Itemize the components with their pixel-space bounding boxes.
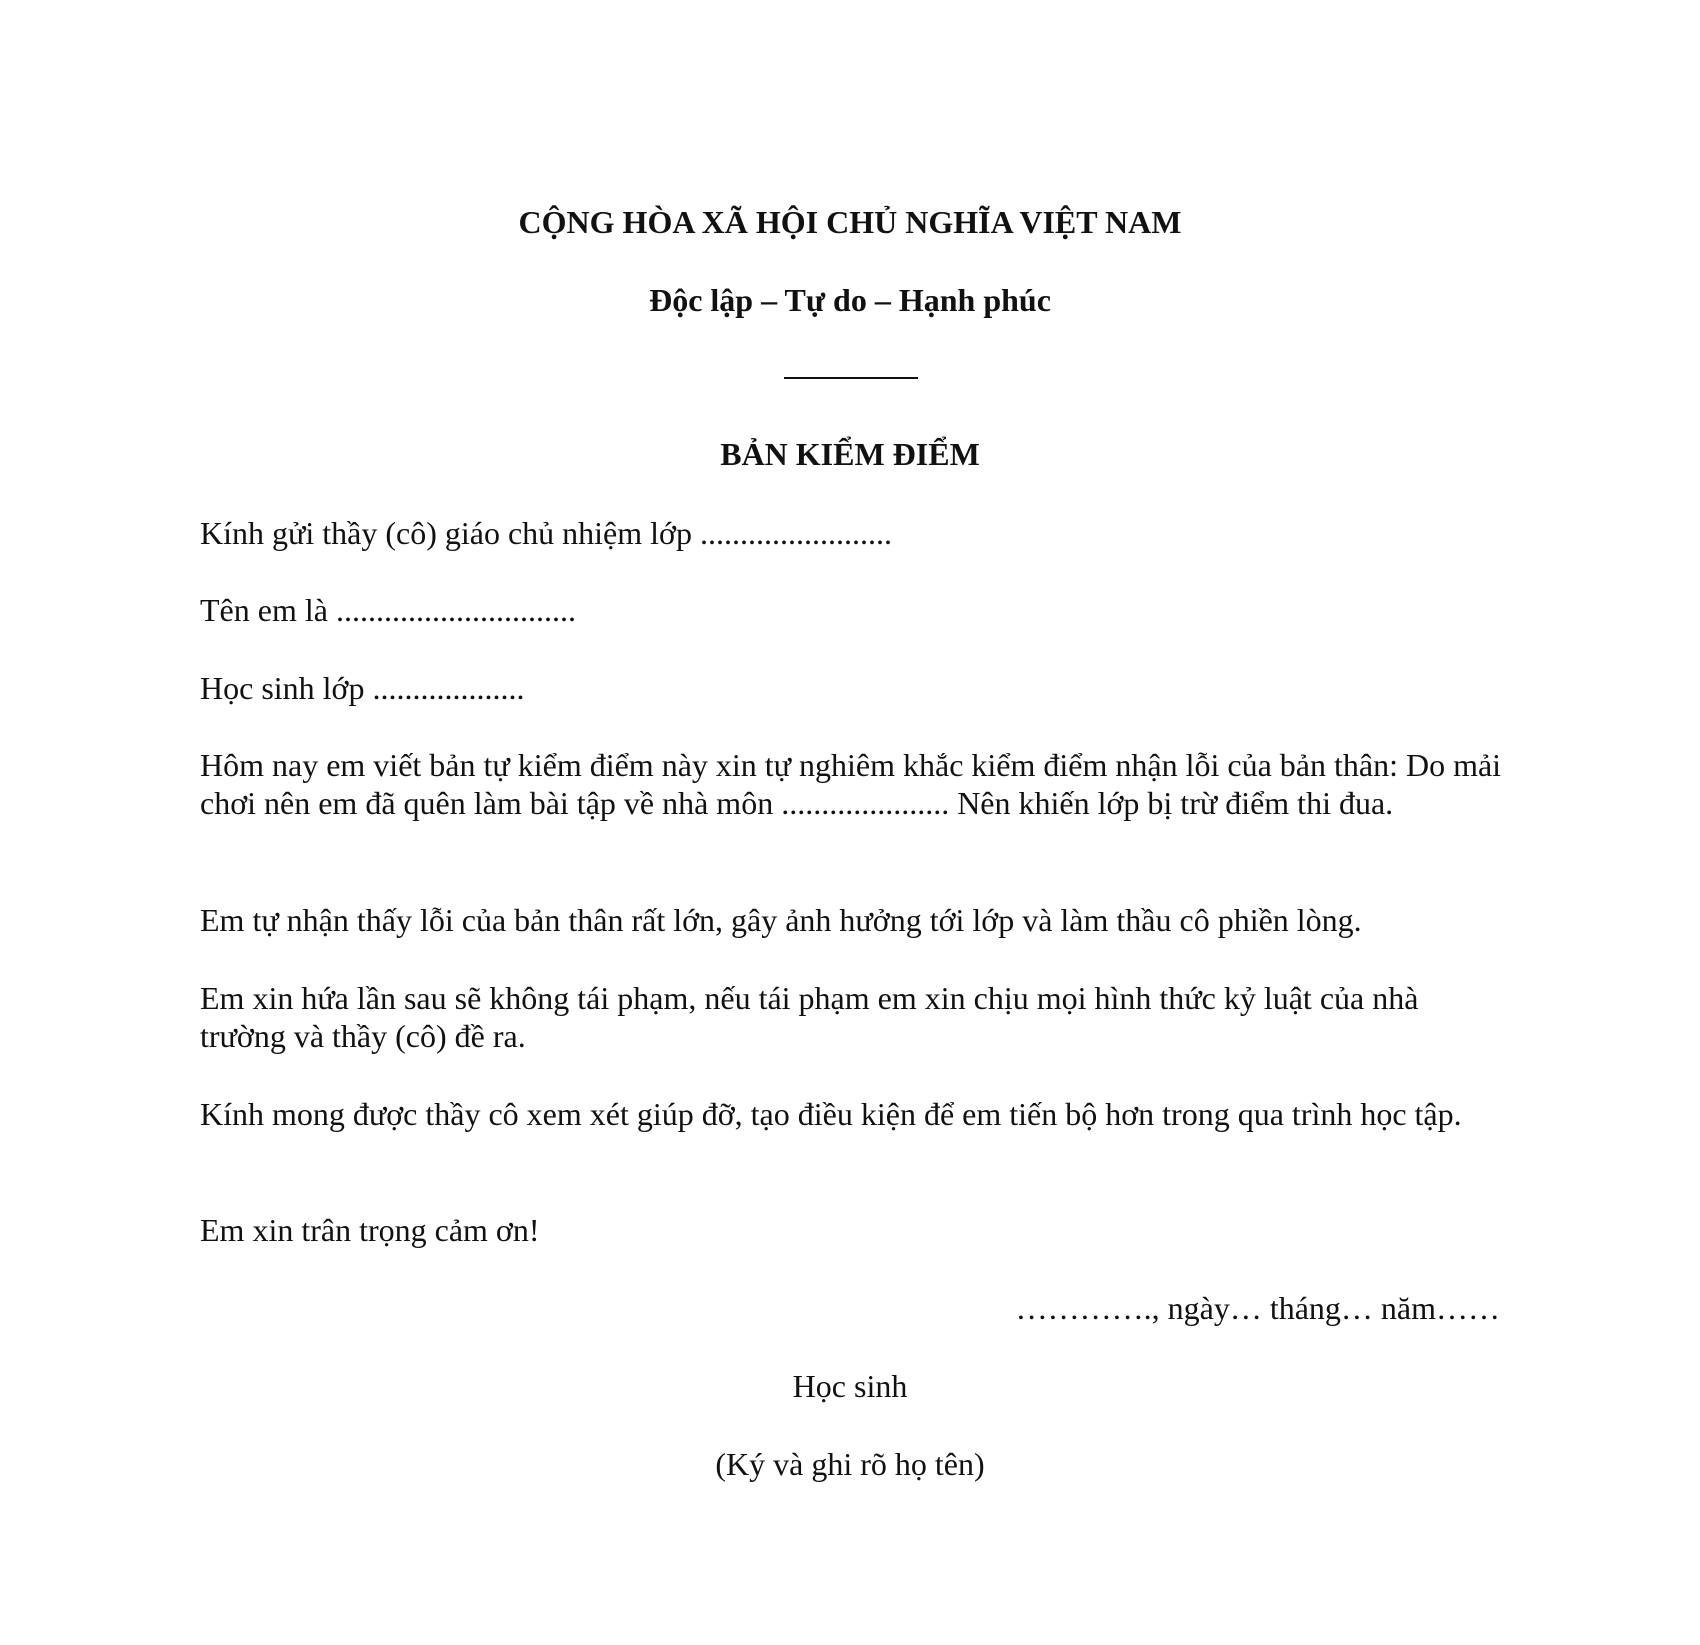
body-paragraph-offense: Hôm nay em viết bản tự kiểm điểm này xin tự nghiêm khắc kiểm điểm nhận lỗi của bản thân: Do mải chơi nên em đã quên làm bài tập về nhà môn ..................... Nên khiến lớp bị trừ điểm thi đua. — [200, 747, 1502, 821]
signature-instruction: (Ký và ghi rõ họ tên) — [715, 1446, 985, 1482]
document-title: BẢN KIỂM ĐIỂM — [720, 436, 980, 472]
country-header: CỘNG HÒA XÃ HỘI CHỦ NGHĨA VIỆT NAM — [518, 204, 1182, 240]
student-name-line: Tên em là .............................. — [200, 592, 576, 628]
body-paragraph-promise: Em xin hứa lần sau sẽ không tái phạm, nếu tái phạm em xin chịu mọi hình thức kỷ luật của nhà trường và thầy (cô) đề ra. — [200, 980, 1419, 1054]
addressee-line: Kính gửi thầy (cô) giáo chủ nhiệm lớp ........................ — [200, 515, 892, 551]
body-paragraph-acknowledgement: Em tự nhận thấy lỗi của bản thân rất lớn, gây ảnh hưởng tới lớp và làm thầu cô phiền lòng. — [200, 902, 1362, 938]
date-line: …………., ngày… tháng… năm…… — [1015, 1290, 1500, 1326]
header-divider — [784, 377, 918, 379]
motto: Độc lập – Tự do – Hạnh phúc — [649, 282, 1051, 318]
closing-thanks: Em xin trân trọng cảm ơn! — [200, 1212, 540, 1248]
body-paragraph-request: Kính mong được thầy cô xem xét giúp đỡ, tạo điều kiện để em tiến bộ hơn trong qua trình học tập. — [200, 1096, 1462, 1132]
signer-role: Học sinh — [792, 1368, 908, 1404]
student-class-line: Học sinh lớp ................... — [200, 670, 525, 706]
